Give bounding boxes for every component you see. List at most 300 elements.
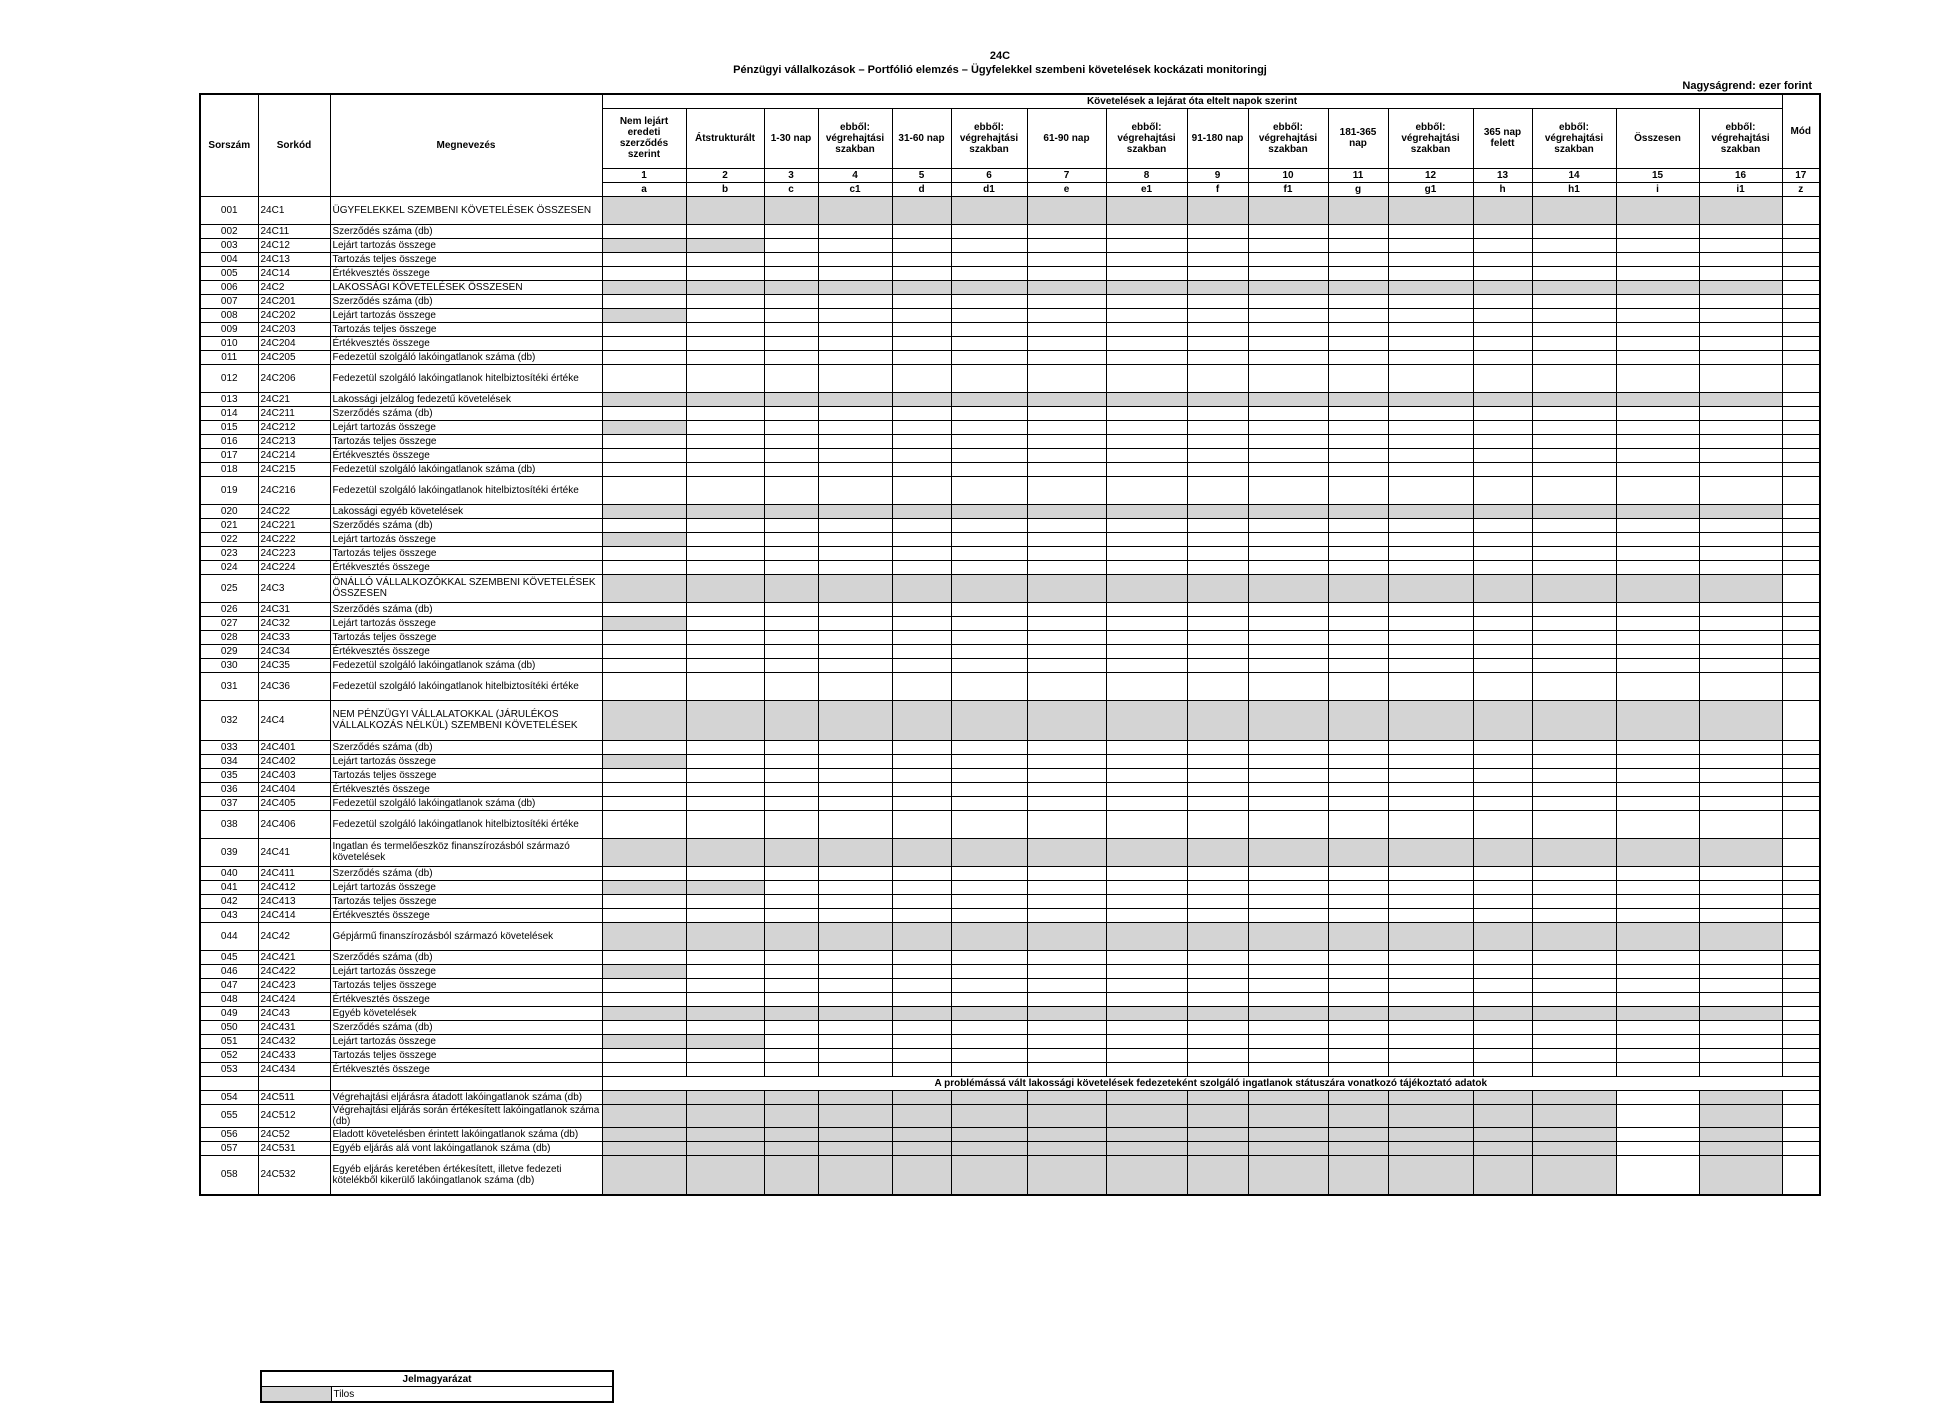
row-code: 24C532 xyxy=(258,1155,330,1195)
row-code: 24C401 xyxy=(258,740,330,754)
data-cell xyxy=(1106,308,1187,322)
header-mod: Mód xyxy=(1782,94,1820,168)
data-cell xyxy=(892,992,951,1006)
data-cell xyxy=(1106,532,1187,546)
data-cell xyxy=(1616,252,1699,266)
data-cell xyxy=(1248,950,1328,964)
row-name: Szerződés száma (db) xyxy=(330,740,602,754)
data-cell xyxy=(951,810,1027,838)
data-cell xyxy=(1616,1104,1699,1127)
table-row xyxy=(200,754,1820,768)
data-cell xyxy=(818,392,892,406)
data-cell xyxy=(1187,392,1248,406)
data-cell xyxy=(686,700,764,740)
data-cell xyxy=(764,616,818,630)
data-cell xyxy=(1616,280,1699,294)
data-cell xyxy=(764,754,818,768)
data-cell xyxy=(602,880,686,894)
data-cell xyxy=(1027,1090,1106,1104)
data-cell xyxy=(1699,630,1782,644)
row-number: 015 xyxy=(200,420,258,434)
data-cell xyxy=(764,1090,818,1104)
data-cell xyxy=(602,838,686,866)
data-cell xyxy=(1532,768,1616,782)
data-cell xyxy=(1388,658,1473,672)
data-cell xyxy=(1106,894,1187,908)
data-cell xyxy=(1027,350,1106,364)
data-cell xyxy=(602,1048,686,1062)
data-cell xyxy=(1106,462,1187,476)
data-cell xyxy=(1187,560,1248,574)
header-sorkod: Sorkód xyxy=(258,94,330,196)
data-cell xyxy=(1473,462,1532,476)
data-cell xyxy=(1328,602,1388,616)
data-cell xyxy=(1187,1034,1248,1048)
data-cell xyxy=(1187,574,1248,602)
data-cell xyxy=(1248,1020,1328,1034)
data-cell xyxy=(1248,1155,1328,1195)
data-cell xyxy=(818,1155,892,1195)
data-cell xyxy=(602,364,686,392)
data-cell xyxy=(1616,448,1699,462)
data-cell xyxy=(1328,504,1388,518)
row-name: NEM PÉNZÜGYI VÁLLALATOKKAL (JÁRULÉKOS VÁLLALKOZÁS NÉLKÜL) SZEMBENI KÖVETELÉSEK xyxy=(330,700,602,740)
table-row xyxy=(200,322,1820,336)
data-cell xyxy=(818,658,892,672)
column-number: 14 xyxy=(1532,168,1616,182)
data-cell xyxy=(1187,1104,1248,1127)
row-number: 053 xyxy=(200,1062,258,1076)
row-number: 011 xyxy=(200,350,258,364)
data-cell xyxy=(1532,810,1616,838)
data-cell xyxy=(1782,238,1820,252)
data-cell xyxy=(1027,308,1106,322)
data-cell xyxy=(892,266,951,280)
row-name: Tartozás teljes összege xyxy=(330,1048,602,1062)
row-name: Tartozás teljes összege xyxy=(330,434,602,448)
data-cell xyxy=(951,504,1027,518)
row-code: 24C202 xyxy=(258,308,330,322)
table-row xyxy=(200,616,1820,630)
data-cell xyxy=(602,518,686,532)
data-cell xyxy=(1616,992,1699,1006)
data-cell xyxy=(1328,574,1388,602)
data-cell xyxy=(602,1090,686,1104)
data-cell xyxy=(951,280,1027,294)
row-name: Szerződés száma (db) xyxy=(330,950,602,964)
data-cell xyxy=(1027,294,1106,308)
data-cell xyxy=(1616,462,1699,476)
data-cell xyxy=(1782,1020,1820,1034)
row-number: 007 xyxy=(200,294,258,308)
row-code: 24C1 xyxy=(258,196,330,224)
data-cell xyxy=(1532,434,1616,448)
data-cell xyxy=(818,1062,892,1076)
table-row xyxy=(200,672,1820,700)
data-cell xyxy=(1616,880,1699,894)
data-cell xyxy=(1106,1006,1187,1020)
table-row xyxy=(200,546,1820,560)
data-cell xyxy=(1328,546,1388,560)
data-cell xyxy=(602,644,686,658)
table-row xyxy=(200,196,1820,224)
data-cell xyxy=(1473,238,1532,252)
data-cell xyxy=(1473,796,1532,810)
data-cell xyxy=(764,644,818,658)
row-name: Lejárt tartozás összege xyxy=(330,308,602,322)
data-cell xyxy=(764,574,818,602)
data-cell xyxy=(1699,1127,1782,1141)
data-cell xyxy=(1027,574,1106,602)
data-cell xyxy=(1782,518,1820,532)
data-cell xyxy=(602,1141,686,1155)
data-cell xyxy=(1328,1006,1388,1020)
row-code: 24C431 xyxy=(258,1020,330,1034)
data-cell xyxy=(1388,1155,1473,1195)
data-cell xyxy=(892,740,951,754)
data-cell xyxy=(1616,602,1699,616)
data-cell xyxy=(764,294,818,308)
data-cell xyxy=(1616,616,1699,630)
data-cell xyxy=(1388,630,1473,644)
data-cell xyxy=(1106,866,1187,880)
data-cell xyxy=(1027,364,1106,392)
row-name: Értékvesztés összege xyxy=(330,1062,602,1076)
column-letter: i xyxy=(1616,182,1699,196)
row-code: 24C214 xyxy=(258,448,330,462)
data-cell xyxy=(1328,992,1388,1006)
column-letter: h1 xyxy=(1532,182,1616,196)
data-cell xyxy=(686,950,764,964)
data-cell xyxy=(686,238,764,252)
data-cell xyxy=(1106,1155,1187,1195)
data-cell xyxy=(1699,978,1782,992)
column-header: ebből: végrehajtási szakban xyxy=(1248,108,1328,168)
data-cell xyxy=(892,1034,951,1048)
column-number: 9 xyxy=(1187,168,1248,182)
table-row xyxy=(200,532,1820,546)
data-cell xyxy=(1388,406,1473,420)
data-cell xyxy=(951,630,1027,644)
data-cell xyxy=(1616,1006,1699,1020)
data-cell xyxy=(1187,462,1248,476)
row-name: Értékvesztés összege xyxy=(330,560,602,574)
row-code: 24C511 xyxy=(258,1090,330,1104)
data-cell xyxy=(1027,602,1106,616)
data-cell xyxy=(686,616,764,630)
data-cell xyxy=(1248,504,1328,518)
row-code: 24C11 xyxy=(258,224,330,238)
data-cell xyxy=(1473,630,1532,644)
table-row xyxy=(200,434,1820,448)
data-cell xyxy=(1699,992,1782,1006)
data-cell xyxy=(1699,740,1782,754)
data-cell xyxy=(951,754,1027,768)
data-cell xyxy=(951,1034,1027,1048)
data-cell xyxy=(818,532,892,546)
data-cell xyxy=(1187,782,1248,796)
legend-label: Tilos xyxy=(331,1387,613,1403)
row-name: Fedezetül szolgáló lakóingatlanok száma (db) xyxy=(330,462,602,476)
data-cell xyxy=(1187,644,1248,658)
data-cell xyxy=(1473,602,1532,616)
row-number: 003 xyxy=(200,238,258,252)
row-code: 24C402 xyxy=(258,754,330,768)
table-row xyxy=(200,350,1820,364)
data-cell xyxy=(1473,364,1532,392)
row-number: 041 xyxy=(200,880,258,894)
data-cell xyxy=(1532,1020,1616,1034)
data-cell xyxy=(1782,1090,1820,1104)
data-cell xyxy=(686,476,764,504)
data-cell xyxy=(1699,782,1782,796)
row-name: Lejárt tartozás összege xyxy=(330,420,602,434)
data-cell xyxy=(1248,238,1328,252)
data-cell xyxy=(686,560,764,574)
data-cell xyxy=(764,238,818,252)
data-cell xyxy=(1782,294,1820,308)
data-cell xyxy=(1106,294,1187,308)
row-code: 24C432 xyxy=(258,1034,330,1048)
data-cell xyxy=(1187,880,1248,894)
data-cell xyxy=(1699,1155,1782,1195)
row-number: 004 xyxy=(200,252,258,266)
data-cell xyxy=(1699,462,1782,476)
data-cell xyxy=(1328,1141,1388,1155)
data-cell xyxy=(1106,364,1187,392)
data-cell xyxy=(1616,908,1699,922)
data-cell xyxy=(1106,420,1187,434)
data-cell xyxy=(1782,1141,1820,1155)
data-cell xyxy=(1106,224,1187,238)
row-number: 034 xyxy=(200,754,258,768)
column-header: 1-30 nap xyxy=(764,108,818,168)
data-cell xyxy=(1473,866,1532,880)
row-code: 24C433 xyxy=(258,1048,330,1062)
data-cell xyxy=(818,1034,892,1048)
row-number: 022 xyxy=(200,532,258,546)
data-cell xyxy=(1699,1062,1782,1076)
data-cell xyxy=(1187,420,1248,434)
column-number: 1 xyxy=(602,168,686,182)
data-cell xyxy=(1328,978,1388,992)
data-cell xyxy=(951,950,1027,964)
data-cell xyxy=(1027,782,1106,796)
data-cell xyxy=(1473,336,1532,350)
data-cell xyxy=(1106,518,1187,532)
data-cell xyxy=(764,518,818,532)
row-name: ÜGYFELEKKEL SZEMBENI KÖVETELÉSEK ÖSSZESEN xyxy=(330,196,602,224)
data-cell xyxy=(1388,308,1473,322)
data-cell xyxy=(1328,560,1388,574)
row-code: 24C4 xyxy=(258,700,330,740)
data-cell xyxy=(1248,1127,1328,1141)
row-name: Lejárt tartozás összege xyxy=(330,616,602,630)
data-cell xyxy=(1616,350,1699,364)
data-cell xyxy=(1388,810,1473,838)
row-number: 001 xyxy=(200,196,258,224)
data-cell xyxy=(1532,364,1616,392)
data-cell xyxy=(1388,294,1473,308)
data-cell xyxy=(686,1020,764,1034)
data-cell xyxy=(1027,266,1106,280)
data-cell xyxy=(1187,1155,1248,1195)
data-cell xyxy=(1187,602,1248,616)
data-cell xyxy=(1699,964,1782,978)
data-cell xyxy=(1388,1141,1473,1155)
data-cell xyxy=(1248,336,1328,350)
data-cell xyxy=(1027,434,1106,448)
column-header: Összesen xyxy=(1616,108,1699,168)
data-cell xyxy=(1699,810,1782,838)
data-cell xyxy=(686,518,764,532)
data-cell xyxy=(1532,350,1616,364)
column-header: 91-180 nap xyxy=(1187,108,1248,168)
column-header: ebből: végrehajtási szakban xyxy=(951,108,1027,168)
data-cell xyxy=(686,922,764,950)
row-code: 24C212 xyxy=(258,420,330,434)
row-number: 047 xyxy=(200,978,258,992)
table-row xyxy=(200,574,1820,602)
data-cell xyxy=(1328,894,1388,908)
data-cell xyxy=(1616,406,1699,420)
column-number: 4 xyxy=(818,168,892,182)
data-cell xyxy=(818,866,892,880)
data-cell xyxy=(1473,1020,1532,1034)
data-cell xyxy=(1782,740,1820,754)
data-cell xyxy=(818,796,892,810)
data-cell xyxy=(1106,280,1187,294)
data-cell xyxy=(1532,908,1616,922)
row-name: Lakossági egyéb követelések xyxy=(330,504,602,518)
data-cell xyxy=(1106,602,1187,616)
data-cell xyxy=(602,630,686,644)
data-cell xyxy=(892,448,951,462)
data-cell xyxy=(951,644,1027,658)
row-number: 018 xyxy=(200,462,258,476)
data-cell xyxy=(764,908,818,922)
row-code: 24C204 xyxy=(258,336,330,350)
data-cell xyxy=(1388,392,1473,406)
data-cell xyxy=(1027,894,1106,908)
header-megnevezes: Megnevezés xyxy=(330,94,602,196)
data-cell xyxy=(1388,1062,1473,1076)
data-cell xyxy=(1473,978,1532,992)
data-cell xyxy=(1187,546,1248,560)
data-cell xyxy=(1388,768,1473,782)
data-cell xyxy=(602,894,686,908)
data-cell xyxy=(1532,574,1616,602)
column-letter: f1 xyxy=(1248,182,1328,196)
data-cell xyxy=(1027,754,1106,768)
data-cell xyxy=(1473,1006,1532,1020)
row-code: 24C405 xyxy=(258,796,330,810)
data-cell xyxy=(1473,754,1532,768)
data-cell xyxy=(1027,532,1106,546)
data-cell xyxy=(951,560,1027,574)
data-cell xyxy=(1027,658,1106,672)
data-cell xyxy=(1106,630,1187,644)
data-cell xyxy=(602,392,686,406)
row-name: Szerződés száma (db) xyxy=(330,602,602,616)
data-cell xyxy=(686,266,764,280)
column-number: 2 xyxy=(686,168,764,182)
data-cell xyxy=(1106,658,1187,672)
row-code: 24C406 xyxy=(258,810,330,838)
data-cell xyxy=(602,238,686,252)
data-cell xyxy=(1328,280,1388,294)
row-name: Végrehajtási eljárás során értékesített lakóingatlanok száma (db) xyxy=(330,1104,602,1127)
data-cell xyxy=(1699,866,1782,880)
data-cell xyxy=(1473,616,1532,630)
data-cell xyxy=(1388,908,1473,922)
data-cell xyxy=(1532,518,1616,532)
data-cell xyxy=(602,294,686,308)
data-cell xyxy=(1532,238,1616,252)
data-cell xyxy=(1473,252,1532,266)
data-cell xyxy=(1532,1104,1616,1127)
row-name: Egyéb eljárás alá vont lakóingatlanok száma (db) xyxy=(330,1141,602,1155)
data-cell xyxy=(1616,782,1699,796)
row-name: Lejárt tartozás összege xyxy=(330,1034,602,1048)
data-cell xyxy=(1248,768,1328,782)
data-cell xyxy=(1248,322,1328,336)
data-cell xyxy=(892,336,951,350)
data-cell xyxy=(892,574,951,602)
row-code: 24C203 xyxy=(258,322,330,336)
data-cell xyxy=(1388,518,1473,532)
data-cell xyxy=(1616,1062,1699,1076)
data-cell xyxy=(951,838,1027,866)
data-cell xyxy=(764,964,818,978)
data-cell xyxy=(951,894,1027,908)
data-cell xyxy=(1699,574,1782,602)
data-cell xyxy=(1532,964,1616,978)
data-cell xyxy=(1473,838,1532,866)
data-cell xyxy=(1027,630,1106,644)
row-number: 036 xyxy=(200,782,258,796)
data-cell xyxy=(1248,700,1328,740)
data-cell xyxy=(686,754,764,768)
data-cell xyxy=(1027,740,1106,754)
row-code: 24C41 xyxy=(258,838,330,866)
row-number: 026 xyxy=(200,602,258,616)
data-cell xyxy=(951,658,1027,672)
data-cell xyxy=(1532,616,1616,630)
data-cell xyxy=(1532,196,1616,224)
data-cell xyxy=(1699,1006,1782,1020)
data-cell xyxy=(764,448,818,462)
data-cell xyxy=(1473,1104,1532,1127)
data-cell xyxy=(602,1006,686,1020)
data-cell xyxy=(1187,1090,1248,1104)
data-cell xyxy=(1027,546,1106,560)
table-row xyxy=(200,1034,1820,1048)
data-cell xyxy=(1027,810,1106,838)
table-row xyxy=(200,602,1820,616)
data-cell xyxy=(1106,1141,1187,1155)
data-cell xyxy=(1473,644,1532,658)
data-cell xyxy=(1248,880,1328,894)
row-name: Fedezetül szolgáló lakóingatlanok hitelbiztosítéki értéke xyxy=(330,672,602,700)
data-cell xyxy=(1328,1155,1388,1195)
data-cell xyxy=(951,1006,1027,1020)
data-cell xyxy=(818,740,892,754)
data-cell xyxy=(764,1062,818,1076)
column-number: 6 xyxy=(951,168,1027,182)
data-cell xyxy=(602,700,686,740)
data-cell xyxy=(1782,350,1820,364)
